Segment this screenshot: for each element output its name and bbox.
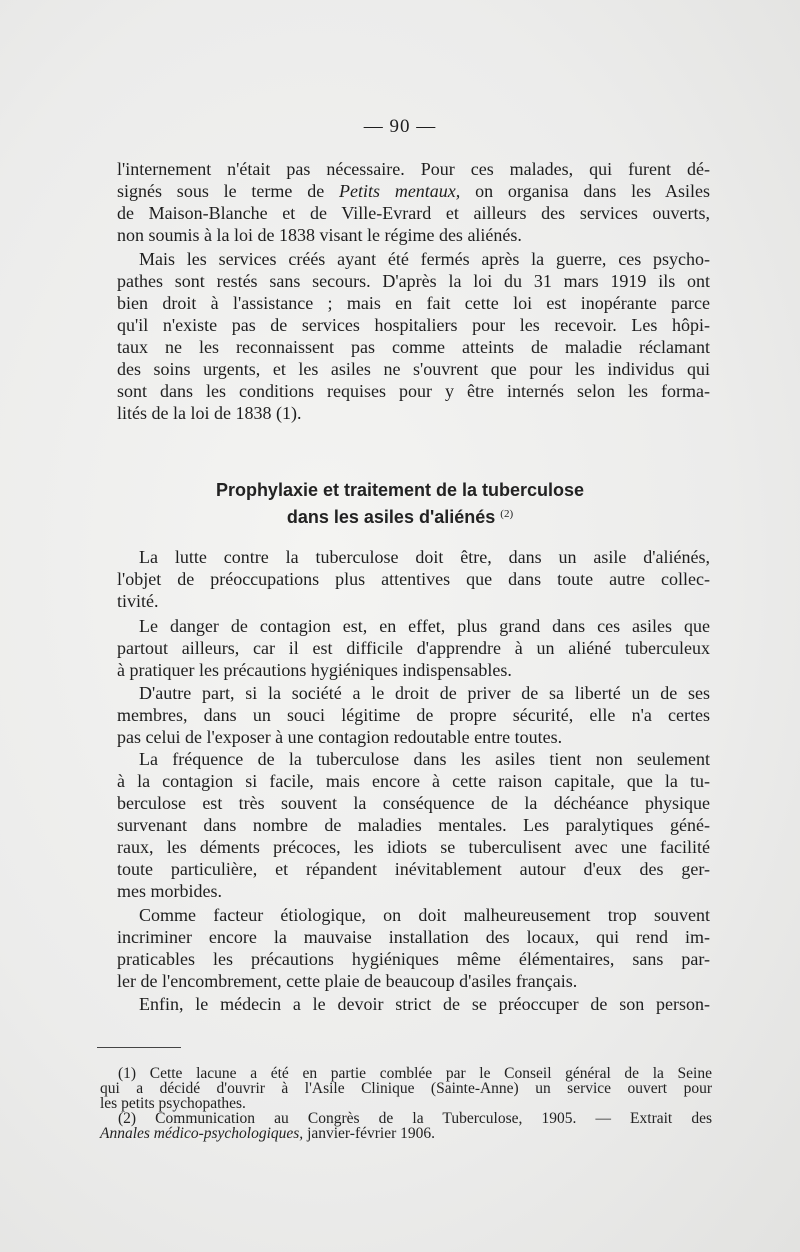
text-line: non soumis à la loi de 1838 visant le régime des aliénés. [117,225,522,245]
heading-line-2: dans les asiles d'aliénés $^{(2)}$ [286,507,514,527]
text-line: berculose est très souvent la conséquence de la déchéance physique [117,793,710,813]
text-line: mes morbides. [117,881,222,901]
footnote-1-line: qui a décidé d'ouvrir à l'Asile Clinique (Sainte-Anne) un service ouvert pour [100,1080,712,1097]
text-line: pathes sont restés sans secours. D'après la loi du 31 mars 1919 ils ont [117,271,710,291]
paragraph-societe [117,682,710,748]
paragraph-frequence [117,748,710,902]
text-line: à pratiquer les précautions hygiéniques indispensables. [117,660,512,680]
paragraph-etiologie [117,904,710,992]
text-line: des soins urgents, et les asiles ne s'ouvrent que pour les individus qui [117,359,710,379]
text-line: qu'il n'existe pas de services hospitaliers pour les recevoir. Les hôpi- [117,315,710,335]
text-line: Mais les services créés ayant été fermés après la guerre, ces psycho- [139,249,710,269]
text-line: Comme facteur étiologique, on doit malheureusement trop souvent [139,905,710,925]
text-line: signés sous le terme de Petits mentaux, on organisa dans les Asiles [117,181,710,201]
footnotes [100,1066,712,1141]
footnote-2-line: (2) Communication au Congrès de la Tuberculose, 1905. — Extrait des [118,1110,712,1127]
heading-line-1: Prophylaxie et traitement de la tuberculose [215,480,585,500]
text-line: taux ne les reconnaissent pas comme atteints de maladie réclamant [117,337,710,357]
text-line: de Maison-Blanche et de Ville-Evrard et ailleurs des services ouverts, [117,203,710,223]
text-line: lités de la loi de 1838 (1). [117,403,302,423]
footnote-1-line: les petits psychopathes. [100,1095,246,1112]
text-line: D'autre part, si la société a le droit de priver de sa liberté un de ses [139,683,710,703]
text-line: La fréquence de la tuberculose dans les asiles tient non seulement [139,749,710,769]
footnote-2-line: Annales médico-psychologiques, janvier-février 1906. [100,1125,435,1142]
page-number: — 90 — [363,116,437,137]
paragraph-enfin [117,993,710,1015]
text-line: incriminer encore la mauvaise installation des locaux, qui rend im- [117,927,710,947]
text-line: Le danger de contagion est, en effet, plus grand dans ces asiles que [139,616,710,636]
section-heading [0,478,800,529]
footnote-1-line: (1) Cette lacune a été en partie comblée par le Conseil général de la Seine [118,1065,712,1082]
text-line: partout ailleurs, car il est difficile d'apprendre à un aliéné tuberculeux [117,638,710,658]
intro-paragraph [117,158,710,246]
text-line: membres, dans un souci légitime de propre sécurité, elle n'a certes [117,705,710,725]
text-line: praticables les précautions hygiéniques même élémentaires, sans par- [117,949,710,969]
text-line: raux, les déments précoces, les idiots se tuberculisent avec une facilité [117,837,710,857]
text-line: Enfin, le médecin a le devoir strict de se préoccuper de son person- [139,994,710,1014]
text-line: l'objet de préoccupations plus attentives que dans toute autre collec- [117,569,710,589]
footnote-divider [97,1047,181,1048]
paragraph-psychopathes [117,248,710,424]
paragraph-lutte [117,546,710,612]
footnote-ref: (2) [500,508,514,520]
text-line: toute particulière, et répandent inévitablement autour d'eux des ger- [117,859,710,879]
text-line: sont dans les conditions requises pour y être internés selon les forma- [117,381,710,401]
text-line: à la contagion si facile, mais encore à cette raison capitale, que la tu- [117,771,710,791]
text-line: survenant dans nombre de maladies mentales. Les paralytiques géné- [117,815,710,835]
paragraph-danger [117,615,710,681]
text-line: tivité. [117,591,159,611]
text-line: bien droit à l'assistance ; mais en fait cette loi est inopérante parce [117,293,710,313]
text-line: l'internement n'était pas nécessaire. Pour ces malades, qui furent dé- [117,159,710,179]
text-line: ler de l'encombrement, cette plaie de beaucoup d'asiles français. [117,971,578,991]
text-line: La lutte contre la tuberculose doit être, dans un asile d'aliénés, [139,547,710,567]
text-line: pas celui de l'exposer à une contagion redoutable entre toutes. [117,727,563,747]
